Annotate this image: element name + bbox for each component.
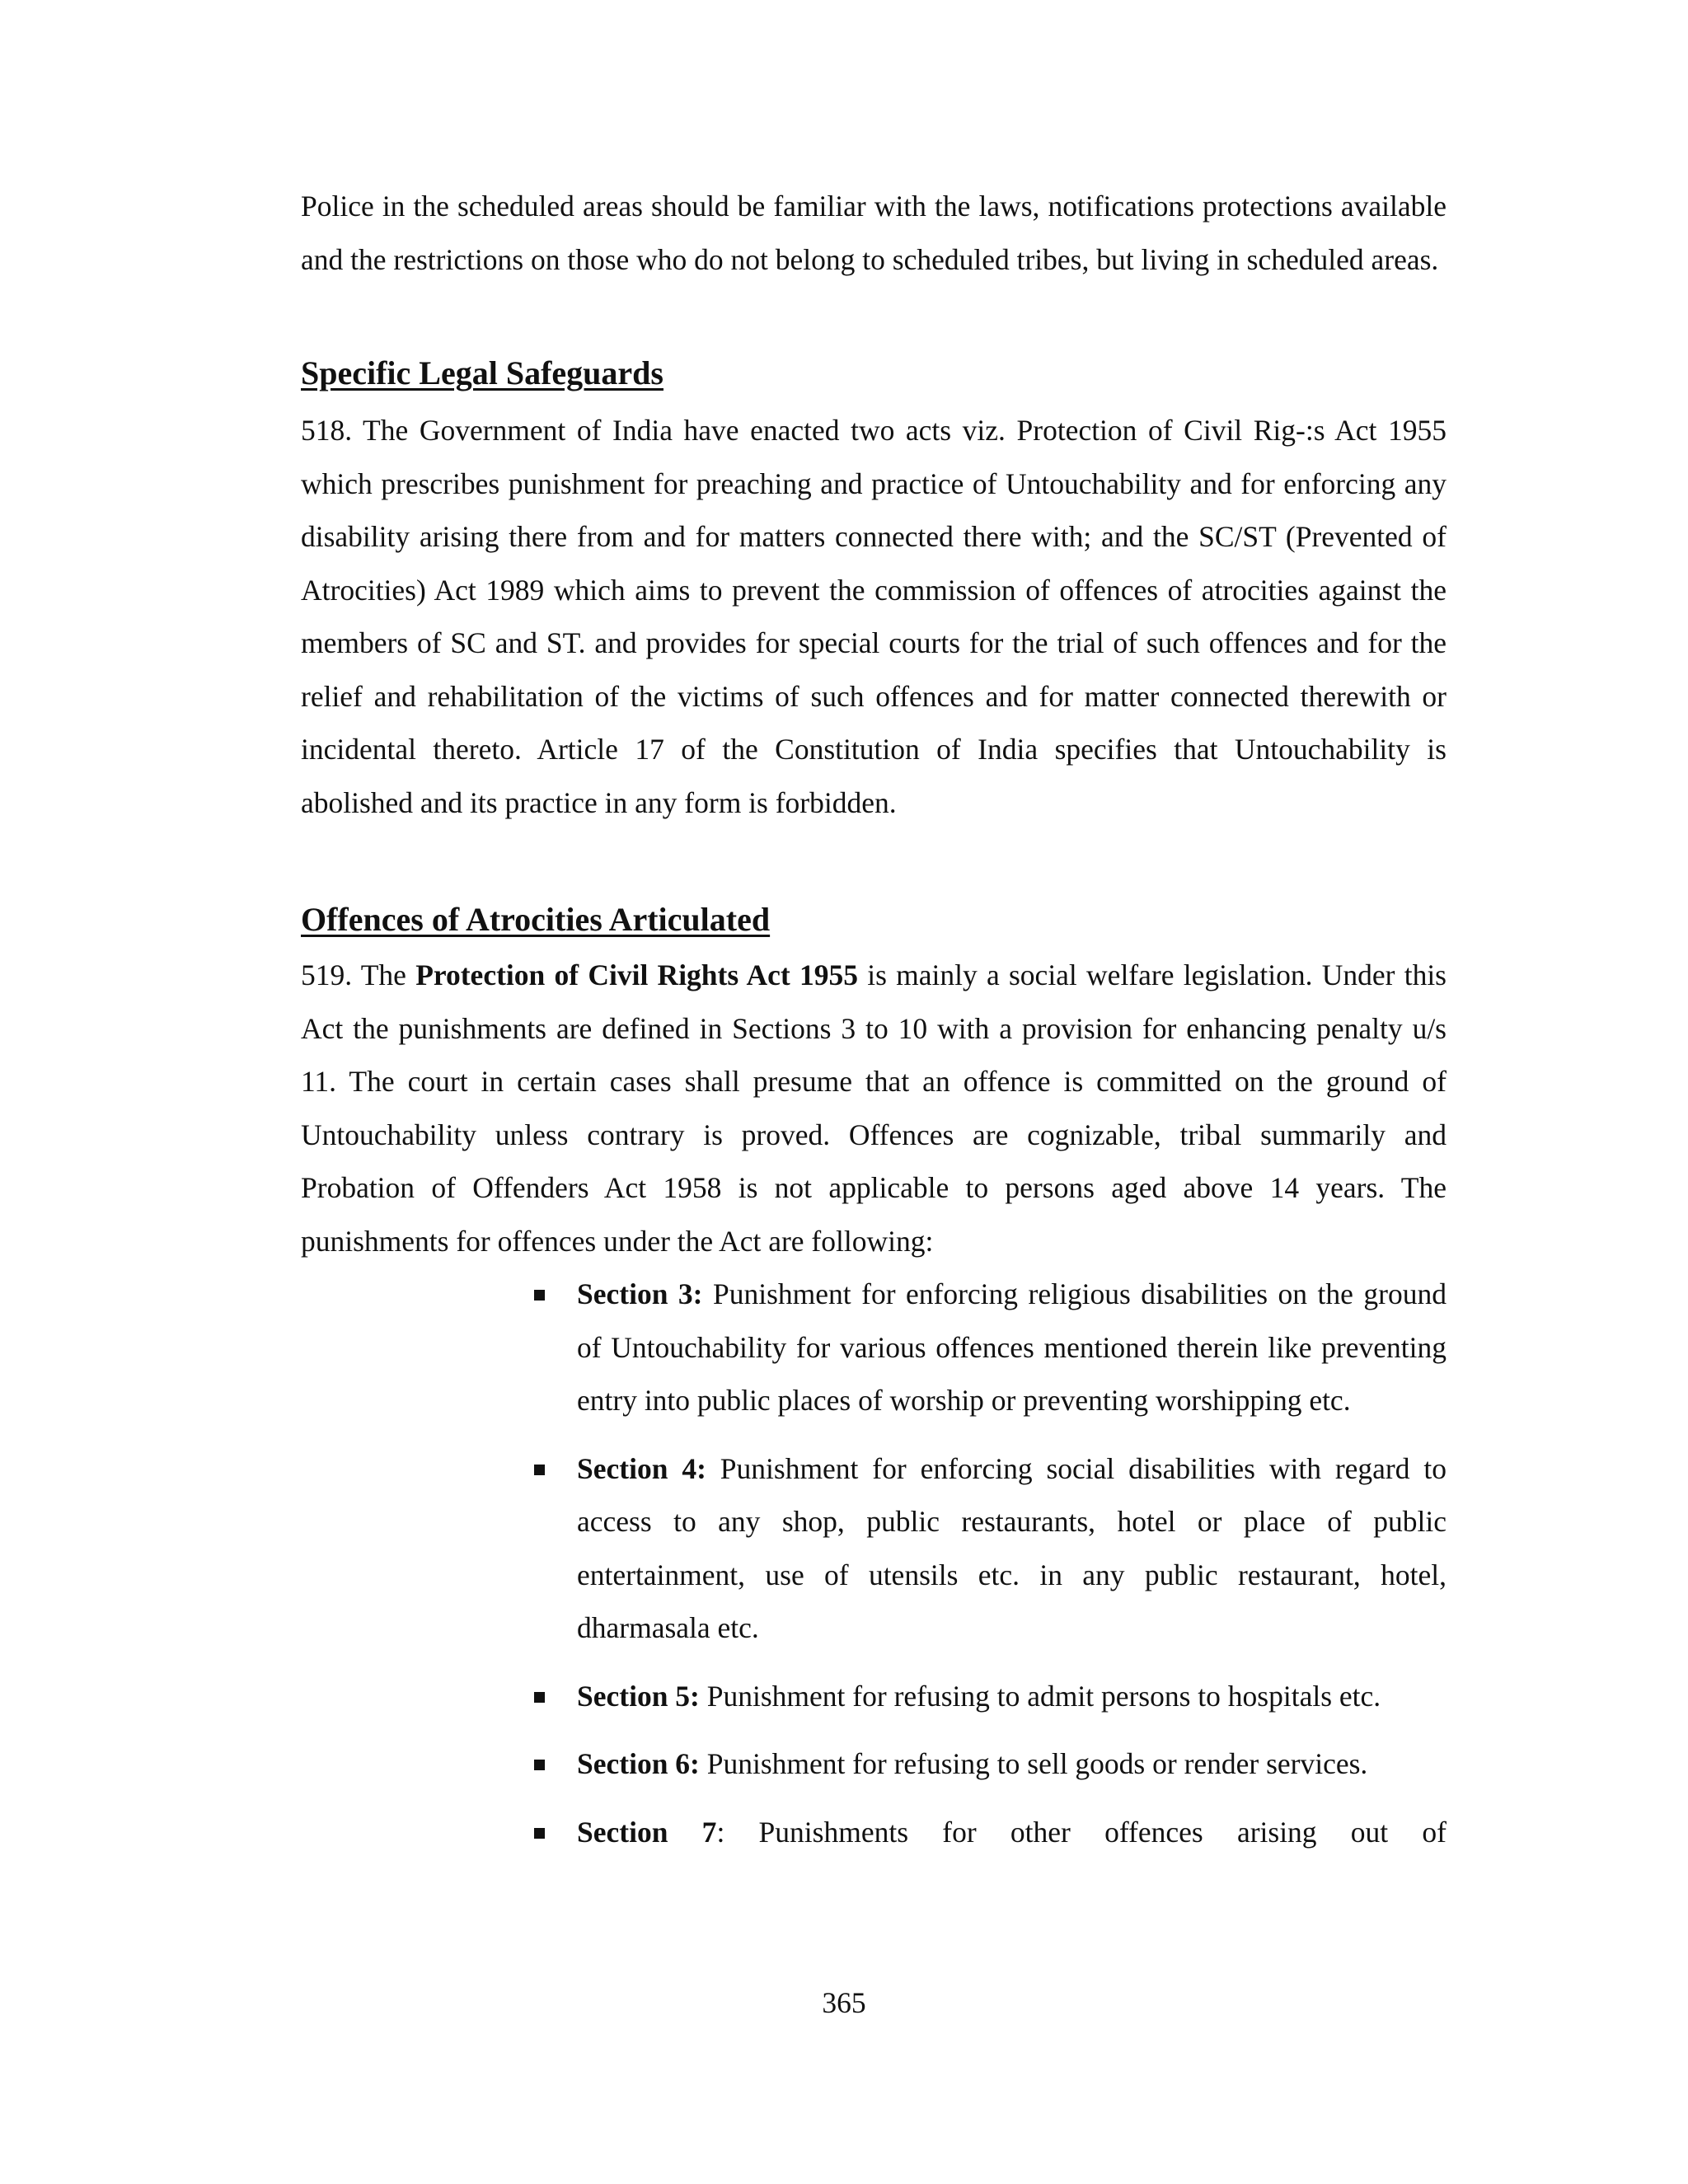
section-heading-legal-safeguards <box>301 347 1447 400</box>
square-bullet-icon <box>534 1692 545 1703</box>
heading-text: Offences of Atrocities Articulated <box>301 901 771 938</box>
section-label: Section 3: <box>577 1277 703 1310</box>
act-name-bold: Protection of Civil Rights Act 1955 <box>415 958 858 991</box>
section-description: Punishment for refusing to admit persons to hospitals etc. <box>699 1679 1381 1713</box>
list-item-section-4 <box>577 1442 1447 1655</box>
list-item-section-6 <box>577 1737 1447 1791</box>
page-number: 365 <box>822 1986 866 2019</box>
page-content <box>301 180 1447 1873</box>
list-item-section-3 <box>577 1268 1447 1427</box>
list-item-section-7 <box>577 1806 1447 1859</box>
paragraph-519-rest: is mainly a social welfare legislation. Under this Act the punishments are defined in Sections 3 to 10 with a provision for enhancing penalty u/s 11. The court in certain cases shall presume that an offence is committed on the ground of Untouchability unless contrary is proved. Offences are cognizable, tribal summarily and Probation of Offenders Act 1958 is not applicable to persons aged above 14 years. The punishments for offences under the Act are following: <box>301 958 1447 1258</box>
intro-paragraph: Police in the scheduled areas should be familiar with the laws, notifications protections available and the restrictions on those who do not belong to scheduled tribes, but living in scheduled areas. <box>301 190 1447 276</box>
section-label: Section 7 <box>577 1815 717 1849</box>
section-description: Punishment for enforcing social disabilities with regard to access to any shop, public restaurants, hotel or place of public entertainment, use of utensils etc. in any public restaurant, hotel, dharmasala etc. <box>577 1451 1447 1644</box>
section-description: Punishment for refusing to sell goods or render services. <box>699 1747 1368 1780</box>
paragraph-518: 518. The Government of India have enacted two acts viz. Protection of Civil Rig-:s Act 1955 which prescribes punishment for preaching and practice of Untouchability and for enforcing any disability arising there from and for matters connected there with; and the SC/ST (Prevented of Atrocities) Act 1989 which aims to prevent the commission of offences of atrocities against the members of SC and ST. and provides for special courts for the trial of such offences and for the relief and rehabilitation of the victims of such offences and for matter connected therewith or incidental thereto. Article 17 of the Constitution of India specifies that Untouchability is abolished and its practice in any form is forbidden. <box>301 414 1447 819</box>
list-item-text <box>577 1442 1447 1655</box>
square-bullet-icon <box>534 1760 545 1770</box>
paragraph-519-prefix: 519. The <box>301 958 416 991</box>
list-item-text <box>577 1737 1447 1791</box>
list-item-text <box>577 1670 1447 1723</box>
list-item-text <box>577 1268 1447 1427</box>
list-item-text <box>577 1806 1447 1859</box>
section-description: : Punishments for other offences arising out of <box>716 1815 1447 1849</box>
section-label: Section 4: <box>577 1451 706 1485</box>
section-label: Section 6: <box>577 1747 700 1780</box>
list-item-section-5 <box>577 1670 1447 1723</box>
sections-list <box>577 1268 1447 1858</box>
square-bullet-icon <box>534 1290 545 1301</box>
square-bullet-icon <box>534 1828 545 1839</box>
section-label: Section 5: <box>577 1679 700 1713</box>
heading-text: Specific Legal Safeguards <box>301 354 663 391</box>
paragraph-519 <box>301 949 1447 1268</box>
section-description: Punishment for enforcing religious disabilities on the ground of Untouchability for various offences mentioned therein like preventing entry into public places of worship or preventing worshipping etc. <box>577 1277 1447 1417</box>
square-bullet-icon <box>534 1465 545 1475</box>
section-heading-offences-atrocities <box>301 893 1447 946</box>
